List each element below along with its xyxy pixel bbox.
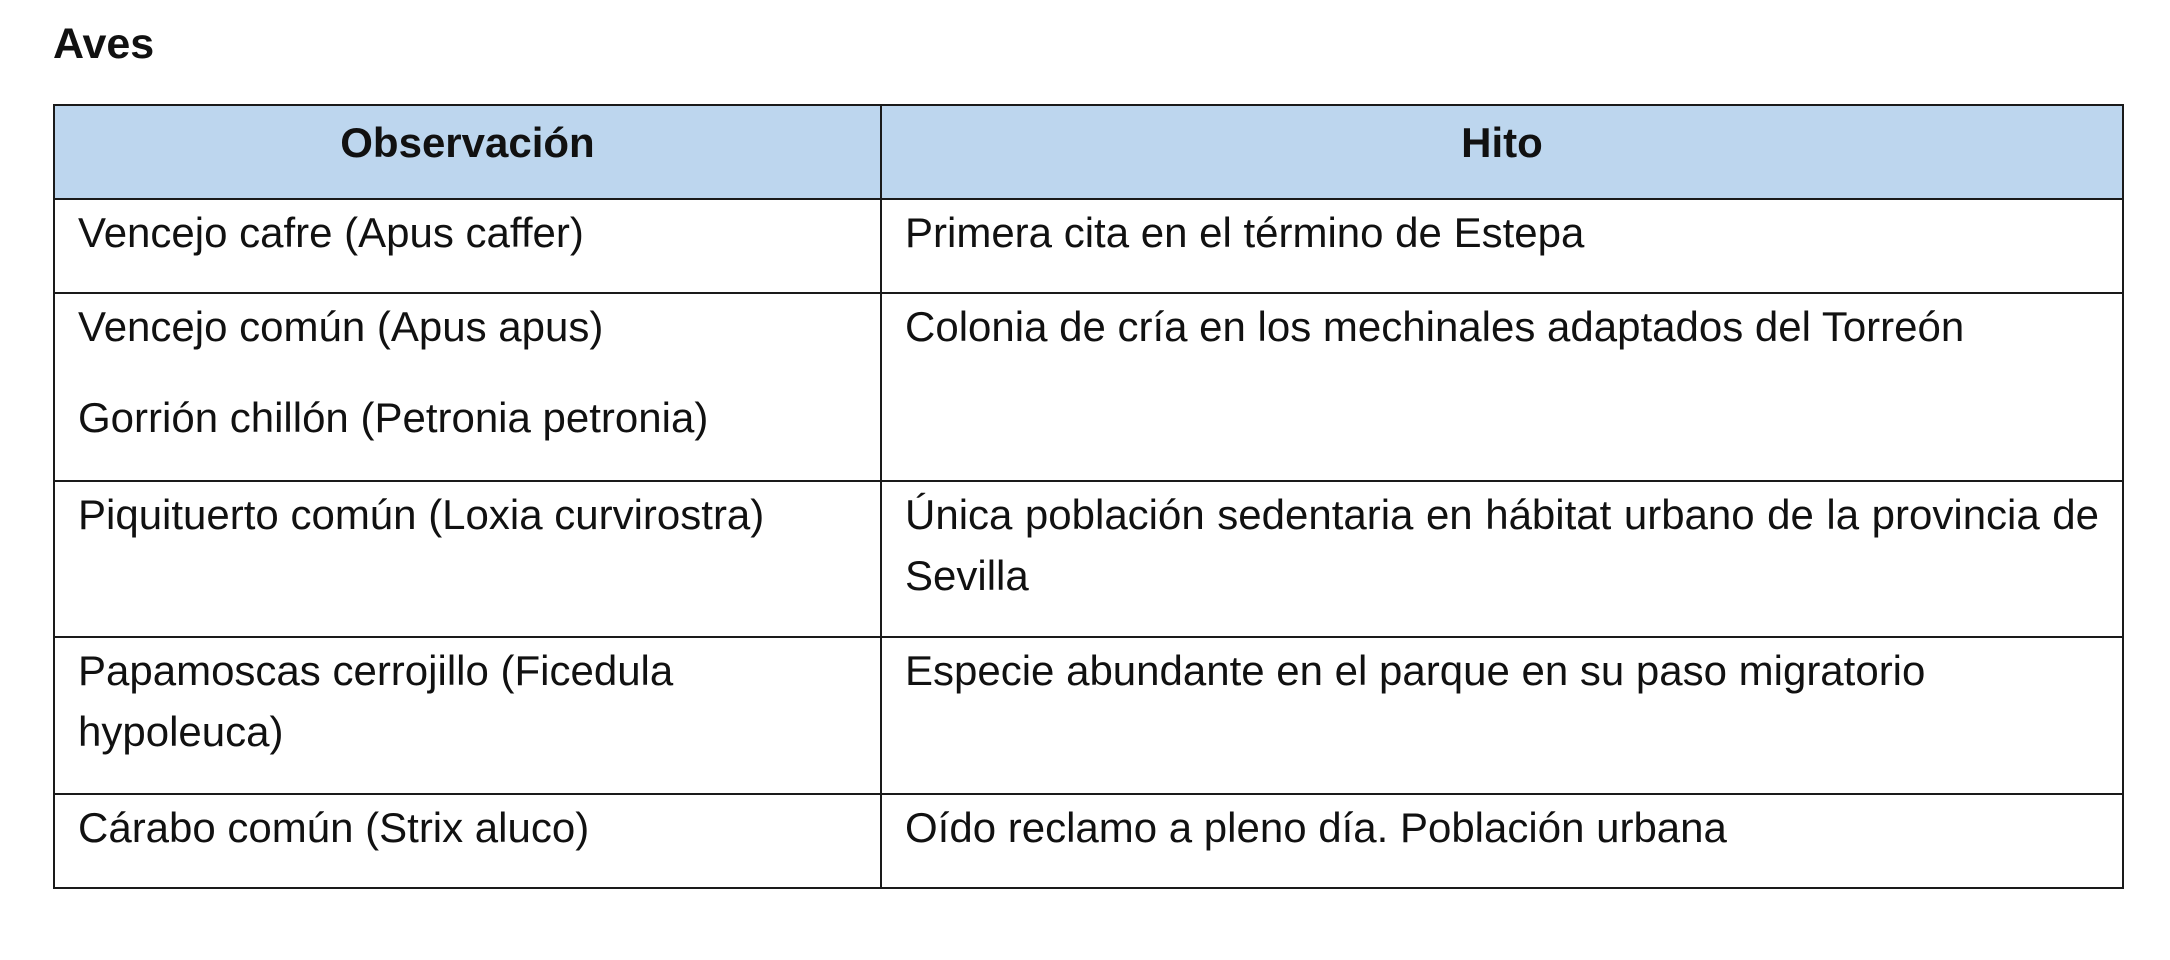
species-name: Vencejo común (Apus apus) — [78, 303, 604, 350]
observations-table — [53, 104, 2124, 889]
column-header-observacion: Observación — [54, 105, 881, 199]
table-header-row — [54, 105, 2123, 199]
table-row — [54, 199, 2123, 293]
observation-cell — [54, 199, 881, 293]
observation-cell — [54, 481, 881, 637]
table-row — [54, 637, 2123, 794]
milestone-text: Colonia de cría en los mechinales adaptados del Torreón — [905, 303, 1965, 350]
table-row — [54, 293, 2123, 481]
species-name: Piquituerto común (Loxia curvirostra) — [78, 491, 765, 538]
section-title: Aves — [53, 20, 155, 68]
species-name: Papamoscas cerrojillo (Ficedula hypoleuca) — [78, 647, 674, 755]
species-name: Gorrión chillón (Petronia petronia) — [78, 394, 709, 441]
milestone-text: Primera cita en el término de Estepa — [905, 209, 1585, 256]
milestone-text: Única población sedentaria en hábitat urbano de la provincia de Sevilla — [905, 491, 2099, 599]
column-header-hito: Hito — [881, 105, 2123, 199]
milestone-cell — [881, 794, 2123, 888]
milestone-cell — [881, 293, 2123, 481]
milestone-cell — [881, 637, 2123, 794]
milestone-text: Especie abundante en el parque en su paso migratorio — [905, 647, 1926, 694]
table-row — [54, 794, 2123, 888]
milestone-cell — [881, 199, 2123, 293]
table-row — [54, 481, 2123, 637]
observation-cell — [54, 637, 881, 794]
milestone-text: Oído reclamo a pleno día. Población urbana — [905, 804, 1727, 851]
species-name: Cárabo común (Strix aluco) — [78, 804, 590, 851]
observation-cell — [54, 293, 881, 481]
species-name: Vencejo cafre (Apus caffer) — [78, 209, 584, 256]
observation-cell — [54, 794, 881, 888]
milestone-cell — [881, 481, 2123, 637]
